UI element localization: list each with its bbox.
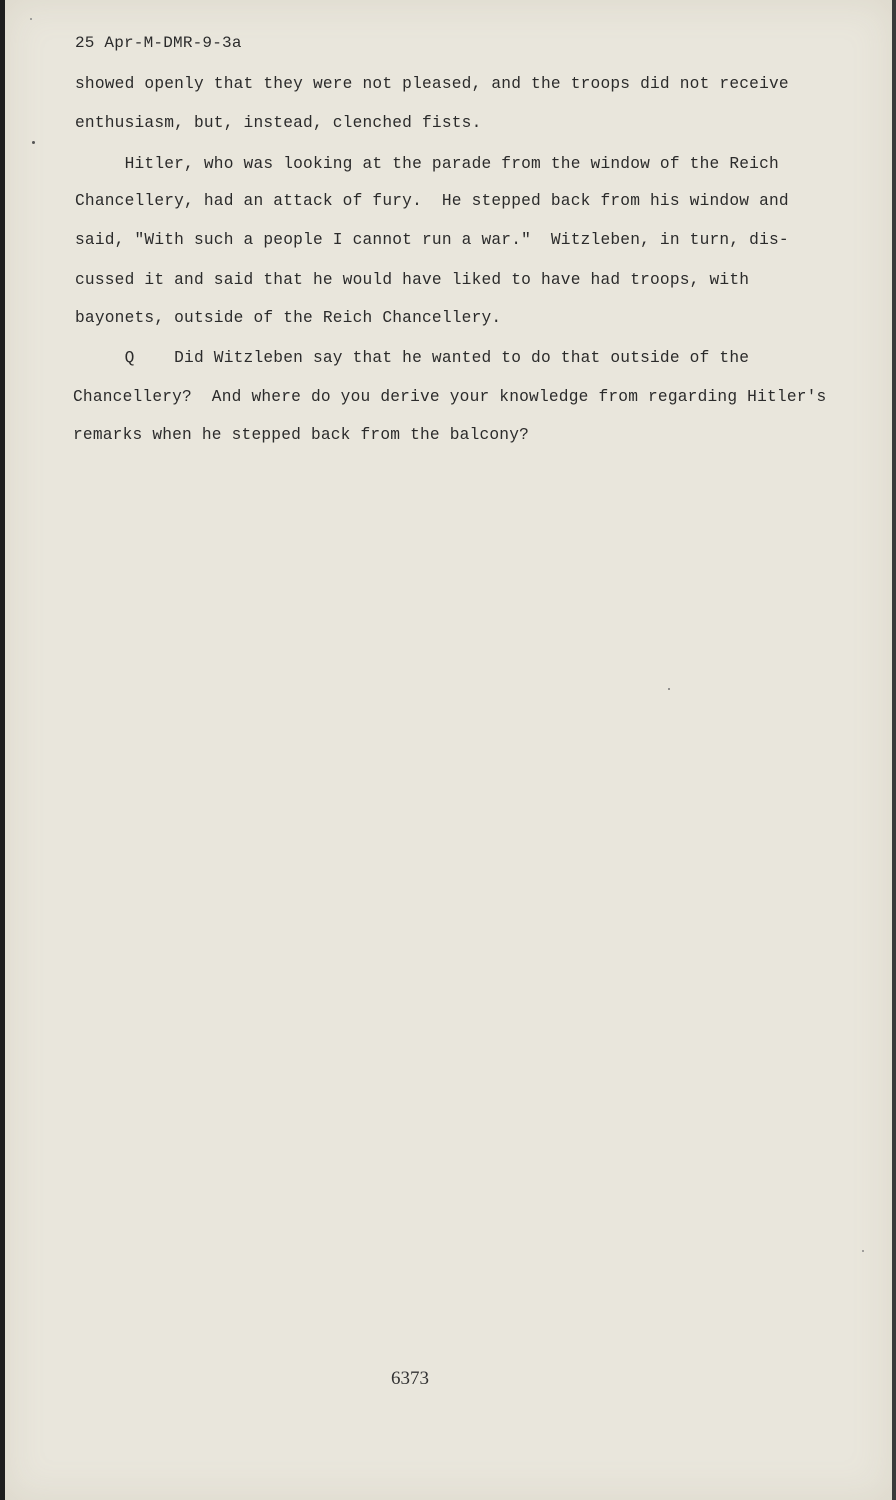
paper-speck xyxy=(32,141,35,144)
document-page xyxy=(5,0,892,1500)
document-header: 25 Apr-M-DMR-9-3a xyxy=(75,34,242,52)
text-line: showed openly that they were not pleased, and the troops did not receive xyxy=(75,75,789,93)
text-line: said, "With such a people I cannot run a war." Witzleben, in turn, dis- xyxy=(75,231,789,249)
scan-right-edge xyxy=(892,0,896,1500)
text-line: cussed it and said that he would have liked to have had troops, with xyxy=(75,271,750,289)
paper-speck xyxy=(30,18,32,20)
text-line: Q Did Witzleben say that he wanted to do that outside of the xyxy=(75,349,750,367)
page-number: 6373 xyxy=(391,1368,429,1389)
paper-speck xyxy=(862,1250,864,1252)
text-line: Hitler, who was looking at the parade from the window of the Reich xyxy=(75,155,779,173)
text-line: Chancellery, had an attack of fury. He stepped back from his window and xyxy=(75,192,789,210)
text-line: bayonets, outside of the Reich Chancellery. xyxy=(75,309,502,327)
text-line: remarks when he stepped back from the balcony? xyxy=(73,426,530,444)
paper-speck xyxy=(668,688,670,690)
text-line: Chancellery? And where do you derive your knowledge from regarding Hitler's xyxy=(73,388,827,406)
text-line: enthusiasm, but, instead, clenched fists. xyxy=(75,114,482,132)
